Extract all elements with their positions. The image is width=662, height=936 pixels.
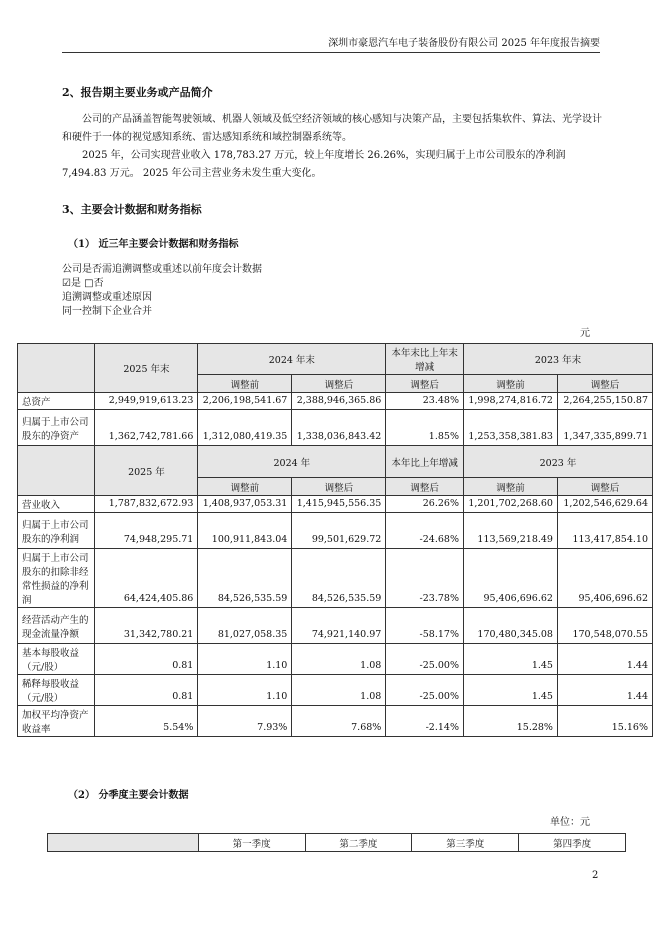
section-2-title: 2、报告期主要业务或产品简介 <box>62 86 213 99</box>
value-cell: 1,253,358,381.83 <box>463 410 557 446</box>
value-cell: 81,027,058.35 <box>198 608 292 644</box>
value-cell: 1,202,546,629.64 <box>557 496 652 513</box>
value-cell: 15.16% <box>557 706 652 737</box>
header-change-end: 本年末比上年末增减 <box>386 344 464 375</box>
value-cell: 64,424,405.86 <box>95 549 198 608</box>
row-label: 归属于上市公司股东的净资产 <box>18 410 95 446</box>
row-label: 经营活动产生的现金流量净额 <box>18 608 95 644</box>
header-after: 调整后 <box>292 375 386 393</box>
header-2024-end: 2024 年末 <box>198 344 386 375</box>
value-cell: 100,911,843.04 <box>198 513 292 549</box>
value-cell: 1,201,702,268.60 <box>463 496 557 513</box>
value-cell: 0.81 <box>95 675 198 706</box>
value-cell: 5.54% <box>95 706 198 737</box>
quarterly-table <box>47 833 626 852</box>
value-cell: 2,388,946,365.86 <box>292 393 386 410</box>
value-cell: 95,406,696.62 <box>463 549 557 608</box>
quarter-header: 第四季度 <box>519 834 626 852</box>
value-cell: 1,998,274,816.72 <box>463 393 557 410</box>
value-cell: 2,949,919,613.23 <box>95 393 198 410</box>
header-after: 调整后 <box>557 375 652 393</box>
page-header: 深圳市豪恩汽车电子装备股份有限公司 2025 年年度报告摘要 <box>62 34 600 53</box>
table-row <box>18 644 653 675</box>
value-cell: 2,206,198,541.67 <box>198 393 292 410</box>
business-paragraph-2: 2025 年，公司实现营业收入 178,783.27 万元，较上年度增长 26.26%，实现归属于上市公司股东的净利润 7,494.83 万元。 2025 年公司主营业务未发生重大变化。 <box>62 150 566 179</box>
value-cell: 113,569,218.49 <box>463 513 557 549</box>
value-cell: 1.10 <box>198 644 292 675</box>
header-after: 调整后 <box>557 478 652 496</box>
table-row <box>18 393 653 410</box>
value-cell: 0.81 <box>95 644 198 675</box>
subsection-2-title: （2） 分季度主要会计数据 <box>68 790 189 801</box>
quarter-header: 第二季度 <box>305 834 412 852</box>
business-paragraph-1: 公司的产品涵盖智能驾驶领域、机器人领域及低空经济领域的核心感知与决策产品，主要包括集软件、算法、光学设计和硬件于一体的视觉感知系统、雷达感知系统和域控制器系统等。 <box>62 114 602 143</box>
value-cell: 7.68% <box>292 706 386 737</box>
restatement-question: 公司是否需追溯调整或重述以前年度会计数据 <box>62 264 262 275</box>
business-intro <box>62 111 602 183</box>
restatement-reason: 同一控制下企业合并 <box>62 306 152 317</box>
value-cell: 1.08 <box>292 675 386 706</box>
unit-label: 元 <box>580 328 590 339</box>
value-cell: 1.44 <box>557 675 652 706</box>
header-before: 调整前 <box>463 375 557 393</box>
header-before: 调整前 <box>463 478 557 496</box>
row-label: 加权平均净资产收益率 <box>18 706 95 737</box>
page-number: 2 <box>592 870 599 881</box>
value-cell: 170,548,070.55 <box>557 608 652 644</box>
value-cell: 1,312,080,419.35 <box>198 410 292 446</box>
value-cell: -2.14% <box>386 706 464 737</box>
value-cell: 1,787,832,672.93 <box>95 496 198 513</box>
value-cell: -25.00% <box>386 675 464 706</box>
value-cell: 1.44 <box>557 644 652 675</box>
header-2023: 2023 年 <box>463 446 652 478</box>
value-cell: -25.00% <box>386 644 464 675</box>
row-label: 归属于上市公司股东的扣除非经常性损益的净利润 <box>18 549 95 608</box>
corner-cell <box>18 446 95 496</box>
restatement-reason-label: 追溯调整或重述原因 <box>62 292 152 303</box>
value-cell: 2,264,255,150.87 <box>557 393 652 410</box>
value-cell: 113,417,854.10 <box>557 513 652 549</box>
row-label: 稀释每股收益（元/股） <box>18 675 95 706</box>
header-after: 调整后 <box>386 478 464 496</box>
value-cell: 1.45 <box>463 675 557 706</box>
table-row <box>18 706 653 737</box>
value-cell: 23.48% <box>386 393 464 410</box>
corner-cell <box>18 344 95 393</box>
table-row <box>18 549 653 608</box>
value-cell: 26.26% <box>386 496 464 513</box>
value-cell: 95,406,696.62 <box>557 549 652 608</box>
value-cell: 1,338,036,843.42 <box>292 410 386 446</box>
row-label: 基本每股收益（元/股） <box>18 644 95 675</box>
header-2025-end: 2025 年末 <box>95 344 198 393</box>
value-cell: 1,347,335,899.71 <box>557 410 652 446</box>
value-cell: 84,526,535.59 <box>198 549 292 608</box>
header-2025: 2025 年 <box>95 446 198 496</box>
value-cell: -24.68% <box>386 513 464 549</box>
key-financials-table <box>17 343 653 737</box>
value-cell: 1.10 <box>198 675 292 706</box>
row-label: 归属于上市公司股东的净利润 <box>18 513 95 549</box>
value-cell: 84,526,535.59 <box>292 549 386 608</box>
header-after: 调整后 <box>386 375 464 393</box>
table-row <box>18 608 653 644</box>
header-change-year: 本年比上年增减 <box>386 446 464 478</box>
value-cell: -23.78% <box>386 549 464 608</box>
header-2024: 2024 年 <box>198 446 386 478</box>
value-cell: -58.17% <box>386 608 464 644</box>
quarter-header: 第三季度 <box>412 834 519 852</box>
value-cell: 1.45 <box>463 644 557 675</box>
value-cell: 1,362,742,781.66 <box>95 410 198 446</box>
header-before: 调整前 <box>198 478 292 496</box>
quarter-header: 第一季度 <box>198 834 305 852</box>
quarter-corner-cell <box>48 834 199 852</box>
restatement-checkbox: ☑是 □否 <box>62 278 104 289</box>
value-cell: 74,948,295.71 <box>95 513 198 549</box>
value-cell: 170,480,345.08 <box>463 608 557 644</box>
value-cell: 1.85% <box>386 410 464 446</box>
value-cell: 7.93% <box>198 706 292 737</box>
quarterly-unit-label: 单位：元 <box>550 817 590 828</box>
table-row <box>18 675 653 706</box>
table-row <box>18 513 653 549</box>
subsection-1-title: （1） 近三年主要会计数据和财务指标 <box>68 239 239 250</box>
value-cell: 99,501,629.72 <box>292 513 386 549</box>
table-row <box>18 496 653 513</box>
row-label: 总资产 <box>18 393 95 410</box>
section-3-title: 3、主要会计数据和财务指标 <box>62 203 202 216</box>
value-cell: 15.28% <box>463 706 557 737</box>
table-row <box>18 410 653 446</box>
value-cell: 74,921,140.97 <box>292 608 386 644</box>
row-label: 营业收入 <box>18 496 95 513</box>
value-cell: 1.08 <box>292 644 386 675</box>
header-before: 调整前 <box>198 375 292 393</box>
header-after: 调整后 <box>292 478 386 496</box>
value-cell: 1,408,937,053.31 <box>198 496 292 513</box>
value-cell: 31,342,780.21 <box>95 608 198 644</box>
value-cell: 1,415,945,556.35 <box>292 496 386 513</box>
header-2023-end: 2023 年末 <box>463 344 652 375</box>
